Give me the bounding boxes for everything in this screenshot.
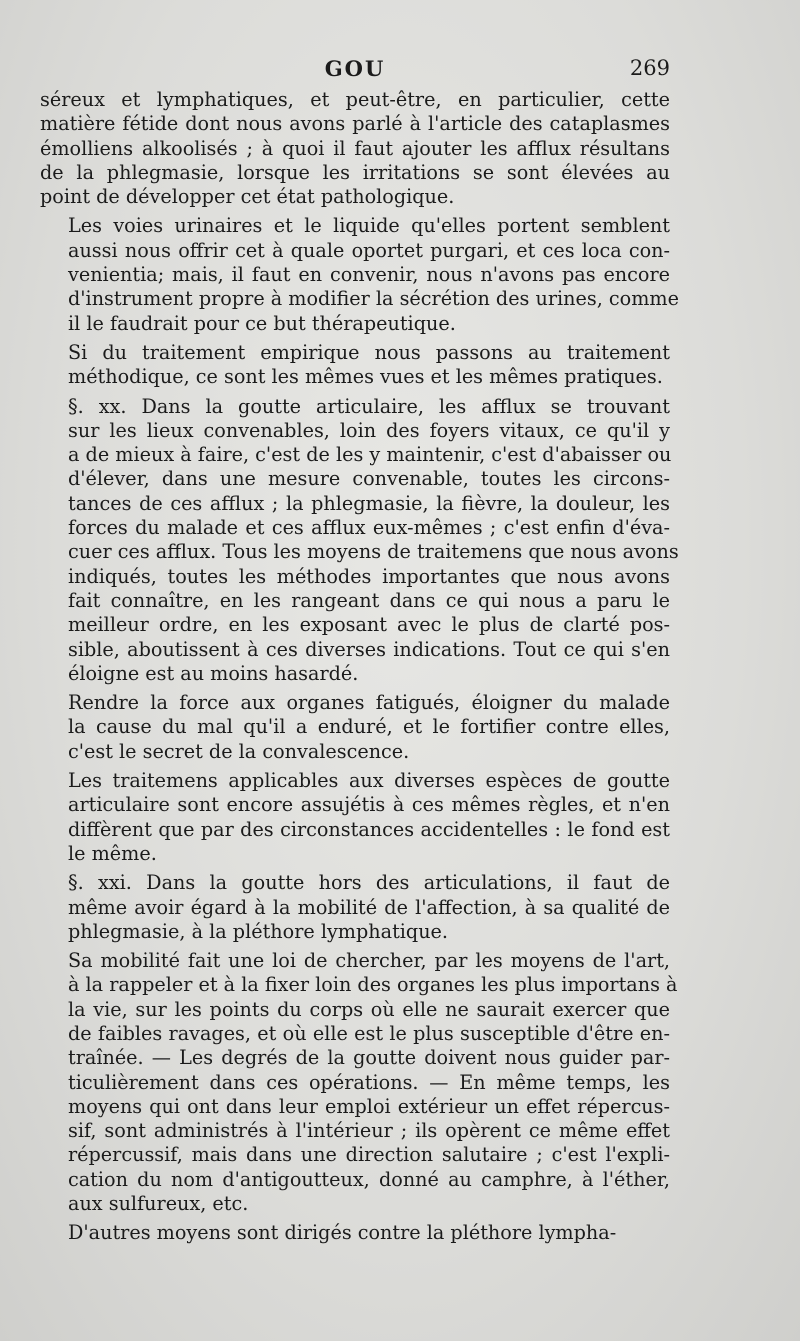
- text-line: diffèrent que par des circonstances accidentelles : le fond est: [68, 817, 670, 841]
- text-line: le même.: [68, 841, 157, 865]
- paragraph: [40, 871, 670, 944]
- text-line: la vie, sur les points du corps où elle ne saurait exercer que: [68, 997, 670, 1021]
- text-line: Si du traitement empirique nous passons au traitement: [68, 340, 670, 364]
- paragraph: [40, 769, 670, 866]
- paragraph: [40, 1221, 670, 1245]
- text-line: méthodique, ce sont les mêmes vues et les mêmes pratiques.: [68, 365, 663, 389]
- text-line: §. xx. Dans la goutte articulaire, les afflux se trouvant: [68, 394, 670, 418]
- text-line: indiqués, toutes les méthodes importantes que nous avons: [68, 564, 670, 588]
- text-line: point de développer cet état pathologique.: [40, 185, 455, 209]
- text-line: sur les lieux convenables, loin des foyers vitaux, ce qu'il y: [68, 418, 670, 442]
- text-line: traînée. — Les degrés de la goutte doivent nous guider par-: [68, 1046, 670, 1070]
- text-line: sible, aboutissent à ces diverses indications. Tout ce qui s'en: [68, 637, 670, 661]
- body-text: [40, 88, 679, 1246]
- paragraph: [40, 949, 678, 1216]
- text-line: ticulièrement dans ces opérations. — En même temps, les: [68, 1070, 670, 1094]
- paragraph: [40, 691, 670, 764]
- paragraph: [40, 394, 679, 687]
- text-line: répercussif, mais dans une direction salutaire ; c'est l'expli-: [68, 1143, 670, 1167]
- text-line: phlegmasie, à la pléthore lymphatique.: [68, 919, 449, 943]
- text-line: Les traitemens applicables aux diverses espèces de goutte: [68, 769, 670, 793]
- text-line: d'élever, dans une mesure convenable, toutes les circons-: [68, 467, 670, 491]
- paragraph: [40, 341, 670, 390]
- text-line: c'est le secret de la convalescence.: [68, 739, 410, 763]
- text-line: aussi nous offrir cet à quale oportet purgari, et ces loca con-: [68, 238, 670, 262]
- text-line: sif, sont administrés à l'intérieur ; ils opèrent ce même effet: [68, 1119, 670, 1143]
- text-line: matière fétide dont nous avons parlé à l'article des cataplasmes: [40, 112, 670, 136]
- text-line: §. xxi. Dans la goutte hors des articulations, il faut de: [68, 871, 670, 895]
- text-line: forces du malade et ces afflux eux-mêmes ; c'est enfin d'éva-: [68, 516, 670, 540]
- text-line: à la rappeler et à la fixer loin des organes les plus importans à: [68, 973, 678, 997]
- text-line: émolliens alkoolisés ; à quoi il faut ajouter les afflux résultans: [40, 136, 670, 160]
- running-head: GOU: [324, 56, 386, 81]
- page-header: [40, 56, 670, 86]
- paragraph: [40, 88, 670, 209]
- text-line: fait connaître, en les rangeant dans ce qui nous a paru le: [68, 588, 670, 612]
- text-line: il le faudrait pour ce but thérapeutique.: [68, 311, 456, 335]
- text-line: d'instrument propre à modifier la sécrétion des urines, comme: [68, 287, 679, 311]
- text-line: venientia; mais, il faut en convenir, nous n'avons pas encore: [68, 263, 670, 287]
- page-number: 269: [629, 56, 670, 80]
- text-line: tances de ces afflux ; la phlegmasie, la fièvre, la douleur, les: [68, 491, 670, 515]
- text-line: moyens qui ont dans leur emploi extérieur un effet répercus-: [68, 1094, 670, 1118]
- text-line: Rendre la force aux organes fatigués, éloigner du malade: [68, 691, 670, 715]
- paragraph: [40, 214, 679, 335]
- text-line: la cause du mal qu'il a enduré, et le fortifier contre elles,: [68, 715, 670, 739]
- text-line: Les voies urinaires et le liquide qu'elles portent semblent: [68, 214, 670, 238]
- text-line: aux sulfureux, etc.: [68, 1192, 249, 1216]
- text-line: cation du nom d'antigoutteux, donné au camphre, à l'éther,: [68, 1167, 670, 1191]
- text-line: D'autres moyens sont dirigés contre la pléthore lympha-: [68, 1221, 617, 1245]
- text-line: a de mieux à faire, c'est de les y maintenir, c'est d'abaisser ou: [68, 443, 672, 467]
- text-line: meilleur ordre, en les exposant avec le plus de clarté pos-: [68, 613, 670, 637]
- text-line: cuer ces afflux. Tous les moyens de traitemens que nous avons: [68, 540, 679, 564]
- text-line: Sa mobilité fait une loi de chercher, par les moyens de l'art,: [68, 949, 670, 973]
- text-line: éloigne est au moins hasardé.: [68, 661, 359, 685]
- text-line: séreux et lymphatiques, et peut-être, en particulier, cette: [40, 88, 670, 111]
- text-line: de la phlegmasie, lorsque les irritations se sont élevées au: [40, 160, 670, 184]
- text-line: articulaire sont encore assujétis à ces mêmes règles, et n'en: [68, 793, 670, 817]
- text-line: de faibles ravages, et où elle est le plus susceptible d'être en-: [68, 1021, 670, 1045]
- text-line: même avoir égard à la mobilité de l'affection, à sa qualité de: [68, 895, 670, 919]
